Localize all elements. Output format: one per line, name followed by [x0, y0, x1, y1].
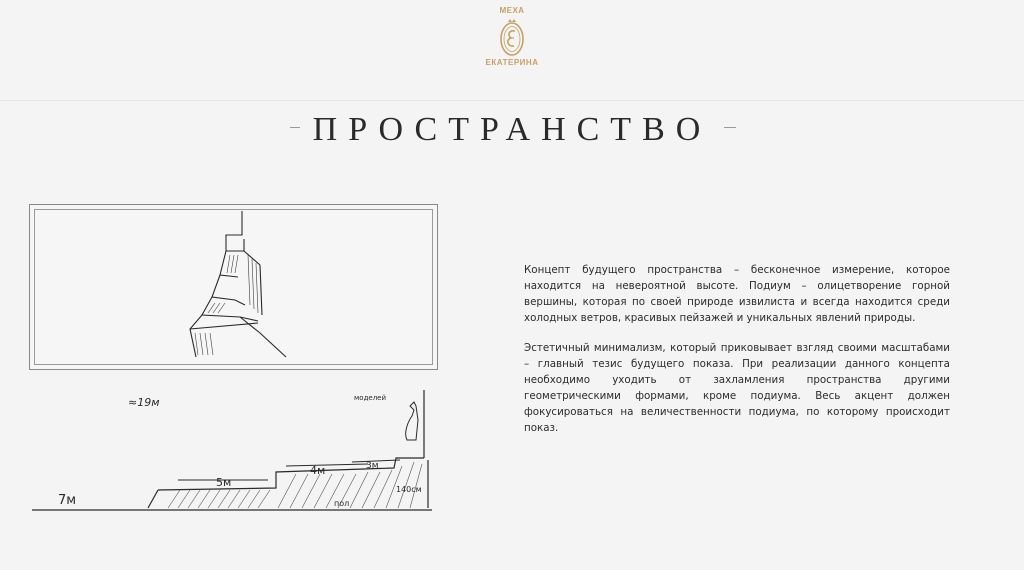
brand-name-bottom: ЕКАТЕРИНА [485, 58, 539, 67]
sketch-label-7m: 7м [58, 493, 77, 508]
sketch-label-floor: пол [334, 499, 350, 508]
podium-section-sketch [28, 380, 448, 520]
page-title [300, 108, 724, 152]
sketch-label-3m: 3м [366, 461, 379, 471]
spiral-podium-drawing [30, 205, 437, 369]
page-title-text: ПРОСТРАНСТВО [305, 111, 720, 148]
header-divider [0, 100, 1024, 101]
sketch-label-height: ≈19м [128, 396, 160, 409]
sketch-label-models: моделей [354, 394, 387, 402]
sketch-label-140: 140см [396, 485, 422, 494]
paragraph-2: Эстетичный минимализм, который приковывает взгляд своими масштабами – главный тезис будущего показа. При реализации данного концепта необходимо уходить от захламления пространства другими геометрическими формами, кроме подиума. Весь акцент должен фокусироваться на величественности подиума, по которому происходит показ. [524, 342, 950, 434]
podium-perspective-sketch [29, 204, 438, 370]
sketch-label-4m: 4м [310, 464, 326, 477]
concept-text [524, 262, 950, 450]
sketch-label-5m: 5м [216, 476, 232, 489]
paragraph-1: Концепт будущего пространства – бесконечное измерение, которое находится на невероятной высоте. Подиум – олицетворение горной вершины, которая по своей природе извилиста и всегда находится среди холодных ветров, красивых пейзажей и уникальных явлений природы. [524, 264, 950, 324]
brand-name-top: МЕХА [499, 6, 525, 15]
brand-logo[interactable] [478, 6, 546, 67]
monogram-emblem-icon [499, 17, 525, 57]
